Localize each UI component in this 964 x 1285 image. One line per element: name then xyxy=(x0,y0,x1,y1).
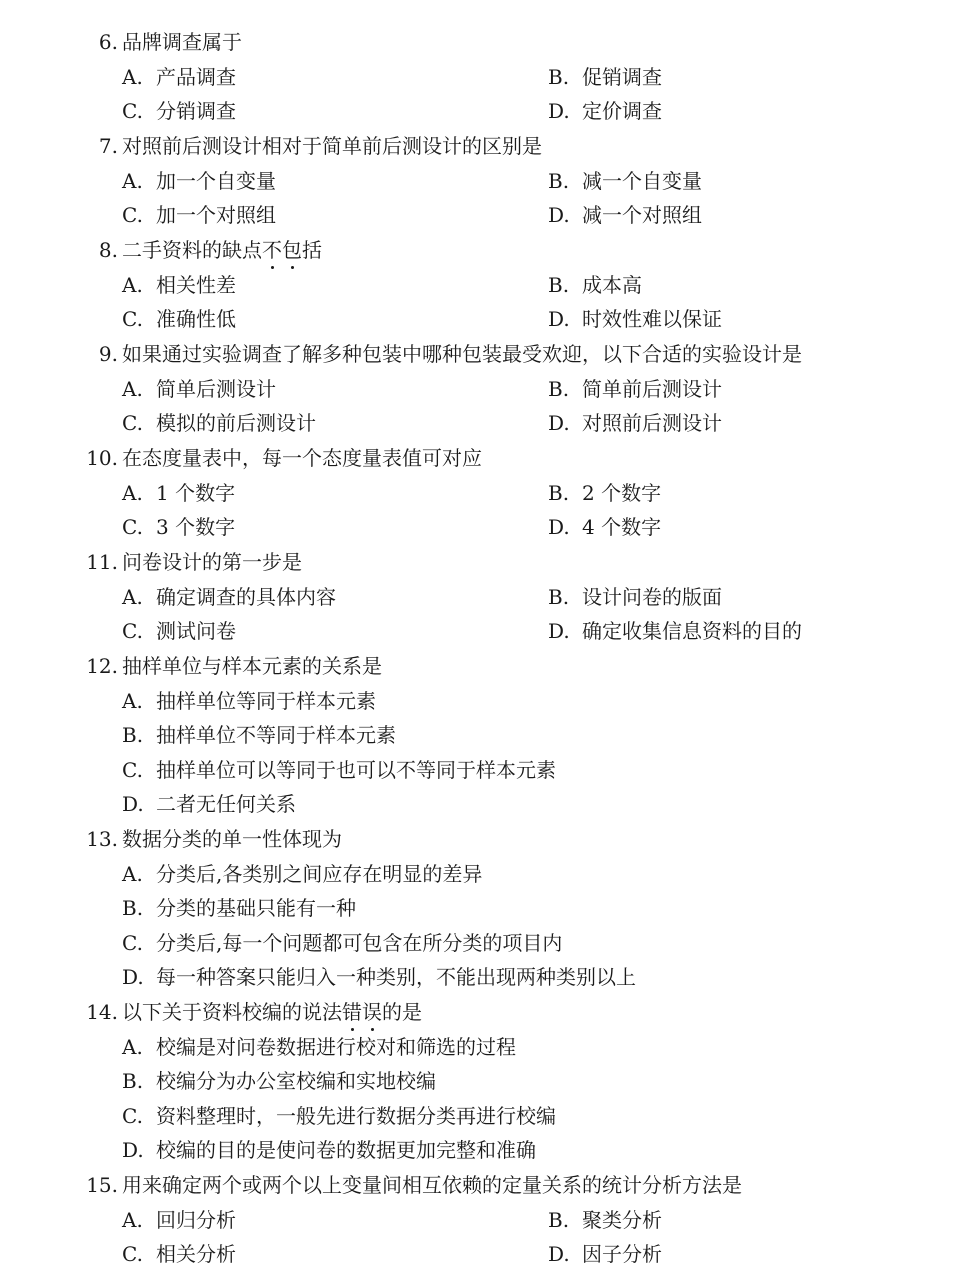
question-number: 9. xyxy=(98,342,118,366)
question-number: 8. xyxy=(98,238,118,262)
question-11 xyxy=(0,545,964,649)
option-row xyxy=(0,1030,964,1065)
question-10 xyxy=(0,441,964,545)
option-row xyxy=(0,1237,964,1272)
question-text: 用来确定两个或两个以上变量间相互依赖的定量关系的统计分析方法是 xyxy=(122,1173,742,1197)
question-9 xyxy=(0,337,964,441)
option-c: C. 模拟的前后测设计 xyxy=(122,411,316,435)
option-row xyxy=(0,1099,964,1134)
option-row xyxy=(0,60,964,95)
question-text: 对照前后测设计相对于简单前后测设计的区别是 xyxy=(122,134,542,158)
emphasis-char: 误 xyxy=(362,1000,382,1024)
question-stem xyxy=(0,822,964,857)
question-text: 在态度量表中，每一个态度量表值可对应 xyxy=(122,446,482,470)
option-row xyxy=(0,614,964,649)
emphasis-char: 包 xyxy=(282,238,302,262)
option-a: A. 1 个数字 xyxy=(122,480,236,505)
option-b: B. 抽样单位不等同于样本元素 xyxy=(122,723,396,747)
question-15 xyxy=(0,1168,964,1272)
emphasis-char: 不 xyxy=(262,238,282,262)
option-row xyxy=(0,684,964,719)
option-b: B. 聚类分析 xyxy=(548,1207,662,1232)
question-stem xyxy=(0,337,964,372)
question-stem xyxy=(0,995,964,1030)
option-row xyxy=(0,372,964,407)
question-text: 数据分类的单一性体现为 xyxy=(122,827,342,851)
option-a: A. 校编是对问卷数据进行校对和筛选的过程 xyxy=(122,1034,516,1059)
option-b: B. 设计问卷的版面 xyxy=(548,584,722,609)
option-c: C. 测试问卷 xyxy=(122,619,236,643)
option-d: D. 每一种答案只能归入一种类别，不能出现两种类别以上 xyxy=(122,965,636,989)
option-row xyxy=(0,476,964,511)
question-8 xyxy=(0,233,964,337)
option-d: D. 定价调查 xyxy=(548,99,662,123)
option-d: D. 二者无任何关系 xyxy=(122,792,296,816)
question-text: 如果通过实验调查了解多种包装中哪种包装最受欢迎，以下合适的实验设计是 xyxy=(122,342,802,366)
question-number: 15. xyxy=(86,1173,118,1197)
option-row xyxy=(0,891,964,926)
question-number: 12. xyxy=(86,654,118,678)
option-c: C. 分类后,每一个问题都可包含在所分类的项目内 xyxy=(122,930,563,955)
option-b: B. 成本高 xyxy=(548,272,642,297)
question-text: 二手资料的缺点不包括 xyxy=(122,238,322,262)
option-row xyxy=(0,406,964,441)
option-b: B. 简单前后测设计 xyxy=(548,376,722,401)
question-number: 13. xyxy=(86,827,118,851)
option-b: B. 促销调查 xyxy=(548,64,662,89)
question-text: 抽样单位与样本元素的关系是 xyxy=(122,654,382,678)
option-c: C. 相关分析 xyxy=(122,1242,236,1266)
question-number: 14. xyxy=(86,1000,118,1024)
option-row xyxy=(0,580,964,615)
question-number: 7. xyxy=(98,134,118,158)
question-14 xyxy=(0,995,964,1168)
question-number: 6. xyxy=(98,30,118,54)
option-row xyxy=(0,753,964,788)
question-text: 问卷设计的第一步是 xyxy=(122,550,302,574)
option-row xyxy=(0,302,964,337)
option-row xyxy=(0,926,964,961)
option-row xyxy=(0,1133,964,1168)
option-b: B. 校编分为办公室校编和实地校编 xyxy=(122,1069,436,1093)
question-number: 11. xyxy=(86,550,118,574)
option-row xyxy=(0,268,964,303)
option-d: D. 确定收集信息资料的目的 xyxy=(548,619,802,643)
option-row xyxy=(0,1203,964,1238)
question-number: 10. xyxy=(86,446,118,470)
question-12 xyxy=(0,649,964,822)
option-c: C. 准确性低 xyxy=(122,307,236,331)
option-row xyxy=(0,94,964,129)
option-d: D. 4 个数字 xyxy=(548,515,662,539)
option-b: B. 分类的基础只能有一种 xyxy=(122,896,356,920)
option-c: C. 3 个数字 xyxy=(122,515,236,539)
option-a: A. 分类后,各类别之间应存在明显的差异 xyxy=(122,861,483,886)
option-a: A. 相关性差 xyxy=(122,272,236,297)
option-c: C. 资料整理时，一般先进行数据分类再进行校编 xyxy=(122,1103,556,1128)
question-stem xyxy=(0,233,964,268)
option-a: A. 抽样单位等同于样本元素 xyxy=(122,688,376,713)
question-stem xyxy=(0,1168,964,1203)
option-c: C. 分销调查 xyxy=(122,99,236,123)
option-row xyxy=(0,787,964,822)
option-d: D. 校编的目的是使问卷的数据更加完整和准确 xyxy=(122,1138,536,1162)
option-d: D. 因子分析 xyxy=(548,1242,662,1266)
option-a: A. 回归分析 xyxy=(122,1207,236,1232)
question-stem xyxy=(0,649,964,684)
option-row xyxy=(0,198,964,233)
option-row xyxy=(0,510,964,545)
option-row xyxy=(0,718,964,753)
option-a: A. 产品调查 xyxy=(122,64,236,89)
option-b: B. 减一个自变量 xyxy=(548,168,702,193)
option-row xyxy=(0,1064,964,1099)
option-row xyxy=(0,857,964,892)
option-row xyxy=(0,164,964,199)
question-stem xyxy=(0,545,964,580)
option-row xyxy=(0,960,964,995)
question-stem xyxy=(0,129,964,164)
option-b: B. 2 个数字 xyxy=(548,480,662,505)
question-7 xyxy=(0,129,964,233)
option-a: A. 简单后测设计 xyxy=(122,376,276,401)
option-a: A. 确定调查的具体内容 xyxy=(122,584,336,609)
option-a: A. 加一个自变量 xyxy=(122,168,276,193)
question-stem xyxy=(0,441,964,476)
emphasis-char: 错 xyxy=(342,1000,362,1024)
option-d: D. 时效性难以保证 xyxy=(548,307,722,331)
option-c: C. 加一个对照组 xyxy=(122,203,276,227)
option-c: C. 抽样单位可以等同于也可以不等同于样本元素 xyxy=(122,757,556,782)
question-6 xyxy=(0,25,964,129)
question-13 xyxy=(0,822,964,995)
option-d: D. 对照前后测设计 xyxy=(548,411,722,435)
option-d: D. 减一个对照组 xyxy=(548,203,702,227)
question-text: 以下关于资料校编的说法错误的是 xyxy=(122,1000,422,1024)
question-text: 品牌调查属于 xyxy=(122,30,242,54)
question-stem xyxy=(0,25,964,60)
